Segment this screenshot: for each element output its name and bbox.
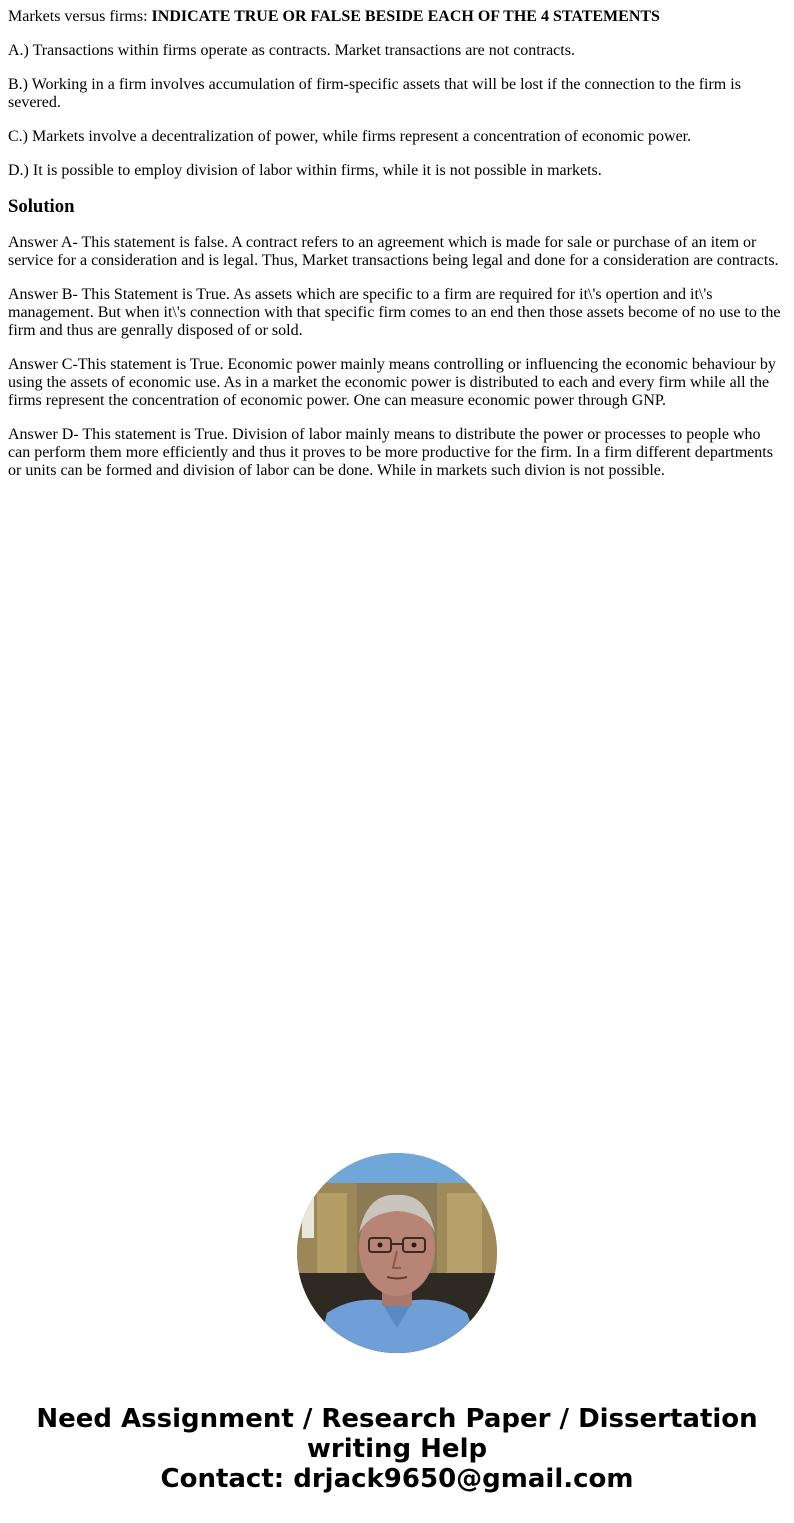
footer-line-2: writing Help	[306, 1434, 488, 1464]
answer-b: Answer B- This Statement is True. As assets which are specific to a firm are required for it\'s opertion and it\'s management. But when it\'s connection with that specific firm comes to an end then those assets become of no use to the firm and thus are genrally disposed of or sold.	[8, 286, 781, 339]
answer-c: Answer C-This statement is True. Economic power mainly means controlling or influencing the economic behaviour by using the assets of economic use. As in a market the economic power is distributed to each and every firm while all the firms represent the concentration of economic power. One can measure economic power through GNP.	[8, 356, 776, 409]
question-title	[8, 8, 786, 26]
answer-a: Answer A- This statement is false. A contract refers to an agreement which is made for sale or purchase of an item or service for a consideration and is legal. Thus, Market transactions being legal and done for a consideration are contracts.	[8, 234, 779, 269]
footer-line-1: Need Assignment / Research Paper / Dissertation	[36, 1404, 758, 1434]
statement-d: D.) It is possible to employ division of labor within firms, while it is not possible in markets.	[8, 162, 602, 179]
question-instruction: INDICATE TRUE OR FALSE BESIDE EACH OF THE 4 STATEMENTS	[151, 8, 660, 25]
footer-contact: Contact: drjack9650@gmail.com	[160, 1464, 634, 1494]
footer-promo	[0, 1404, 794, 1494]
statement-c: C.) Markets involve a decentralization of power, while firms represent a concentration of economic power.	[8, 128, 692, 145]
author-avatar	[297, 1153, 497, 1353]
statement-b: B.) Working in a firm involves accumulation of firm-specific assets that will be lost if the connection to the firm is severed.	[8, 76, 741, 111]
statement-a: A.) Transactions within firms operate as contracts. Market transactions are not contracts.	[8, 42, 575, 59]
question-intro: Markets versus firms:	[8, 8, 152, 25]
answer-d: Answer D- This statement is True. Division of labor mainly means to distribute the power or processes to people who can perform them more efficiently and thus it proves to be more productive for the firm. In a firm different departments or units can be formed and division of labor can be done. While in markets such divion is not possible.	[8, 426, 773, 479]
document-body	[8, 8, 786, 496]
solution-heading: Solution	[8, 196, 75, 217]
